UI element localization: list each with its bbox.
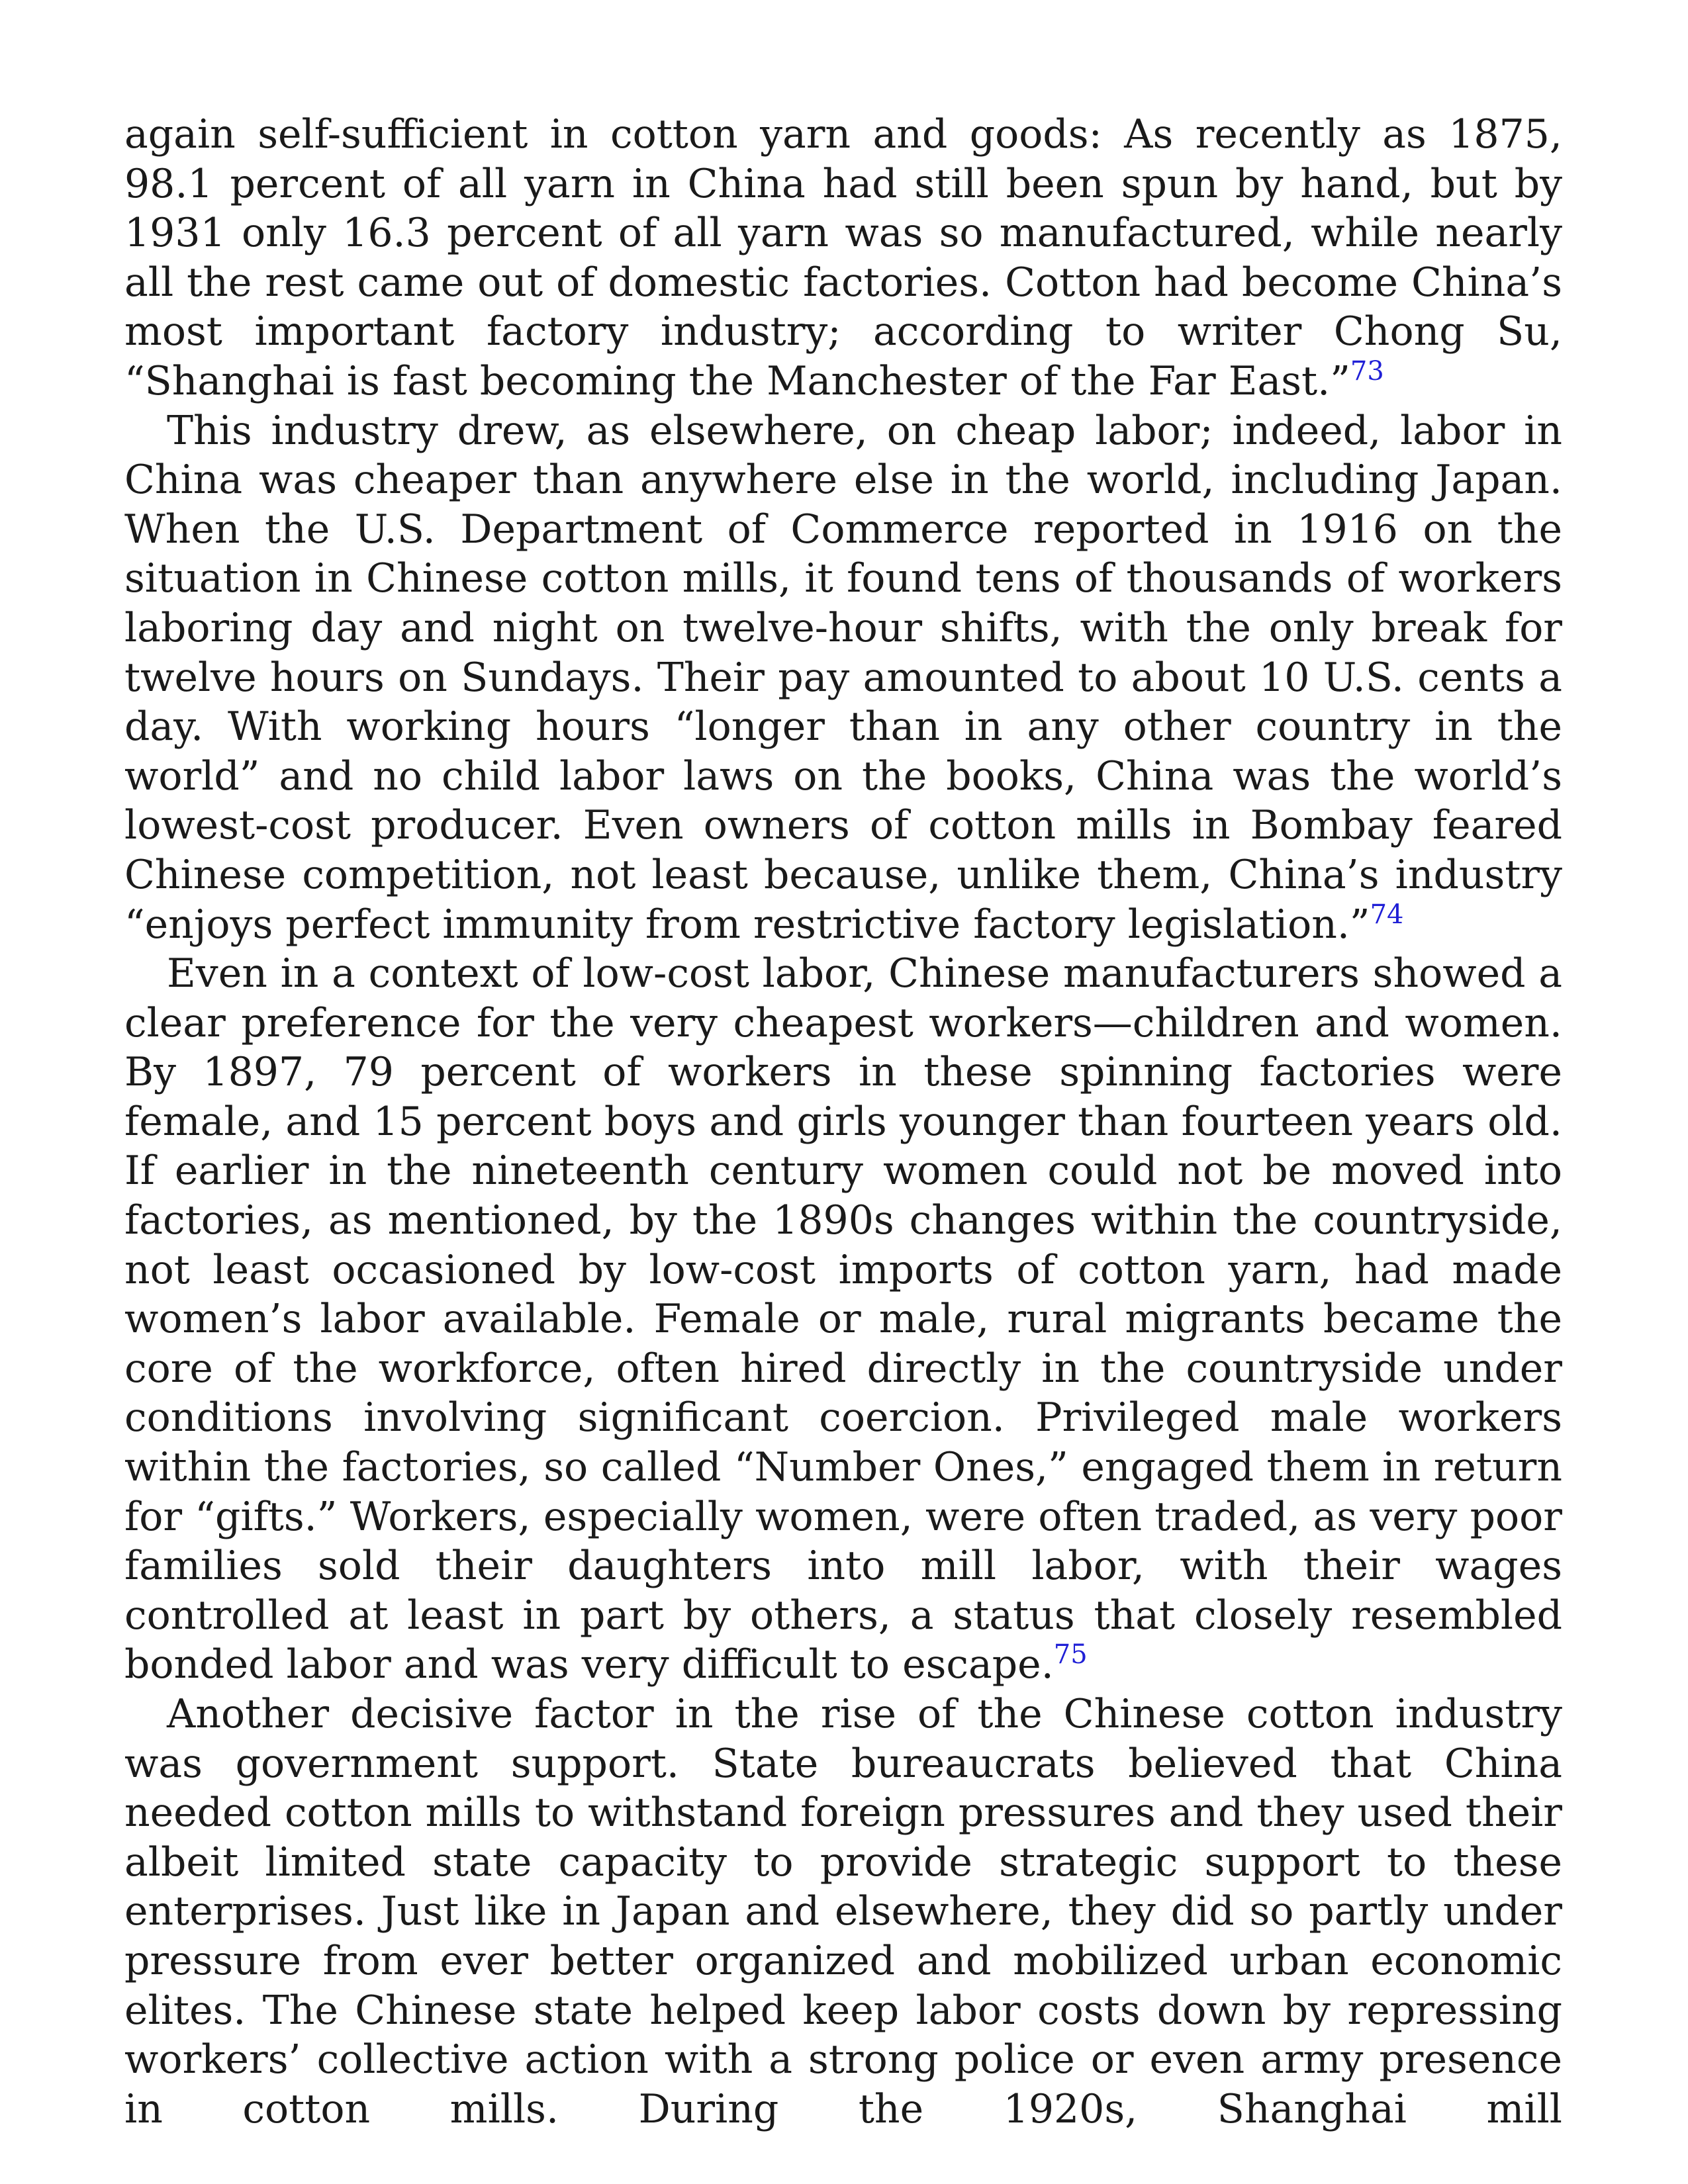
paragraph-2	[124, 406, 1562, 950]
paragraph-1-text: again self-sufficient in cotton yarn and goods: As recently as 1875, 98.1 percent of all yarn in China had still been spun by hand, but by 1931 only 16.3 percent of all yarn was so manufactured, while nearly all the rest came out of domestic factories. Cotton had become China’s most important factory industry; according to writer Chong Su, “Shanghai is fast becoming the Manchester of the Far East.”	[124, 111, 1562, 404]
paragraph-4-text: Another decisive factor in the rise of the Chinese cotton industry was government support. State bureaucrats believed that China needed cotton mills to withstand foreign pressures and they used their albeit limited state capacity to provide strategic support to these enterprises. Just like in Japan and elsewhere, they did so partly under pressure from ever better organized and mobilized urban economic elites. The Chinese state helped keep labor costs down by repressing workers’ collective action with a strong police or even army presence in cotton mills. During the 1920s, Shanghai mill	[124, 1691, 1562, 2132]
paragraph-2-text: This industry drew, as elsewhere, on cheap labor; indeed, labor in China was cheaper than anywhere else in the world, including Japan. When the U.S. Department of Commerce reported in 1916 on the situation in Chinese cotton mills, it found tens of thousands of workers laboring day and night on twelve-hour shifts, with the only break for twelve hours on Sundays. Their pay amounted to about 10 U.S. cents a day. With working hours “longer than in any other country in the world” and no child labor laws on the books, China was the world’s lowest-cost producer. Even owners of cotton mills in Bombay feared Chinese competition, not least because, unlike them, China’s industry “enjoys perfect immunity from restrictive factory legislation.”	[124, 407, 1562, 948]
book-page-body	[124, 110, 1562, 2134]
paragraph-4	[124, 1690, 1562, 2134]
footnote-ref-75[interactable]: 75	[1053, 1639, 1088, 1670]
paragraph-3-text: Even in a context of low-cost labor, Chinese manufacturers showed a clear preference for the very cheapest workers—children and women. By 1897, 79 percent of workers in these spinning factories were female, and 15 percent boys and girls younger than fourteen years old. If earlier in the nineteenth century women could not be moved into factories, as mentioned, by the 1890s changes within the countryside, not least occasioned by low-cost imports of cotton yarn, had made women’s labor available. Female or male, rural migrants became the core of the workforce, often hired directly in the countryside under conditions involving significant coercion. Privileged male workers within the factories, so called “Number Ones,” engaged them in return for “gifts.” Workers, especially women, were often traded, as very poor families sold their daughters into mill labor, with their wages controlled at least in part by others, a status that closely resembled bonded labor and was very difficult to escape.	[124, 950, 1562, 1688]
paragraph-1	[124, 110, 1562, 406]
paragraph-3	[124, 949, 1562, 1690]
footnote-ref-73[interactable]: 73	[1350, 355, 1384, 387]
footnote-ref-74[interactable]: 74	[1370, 899, 1404, 930]
